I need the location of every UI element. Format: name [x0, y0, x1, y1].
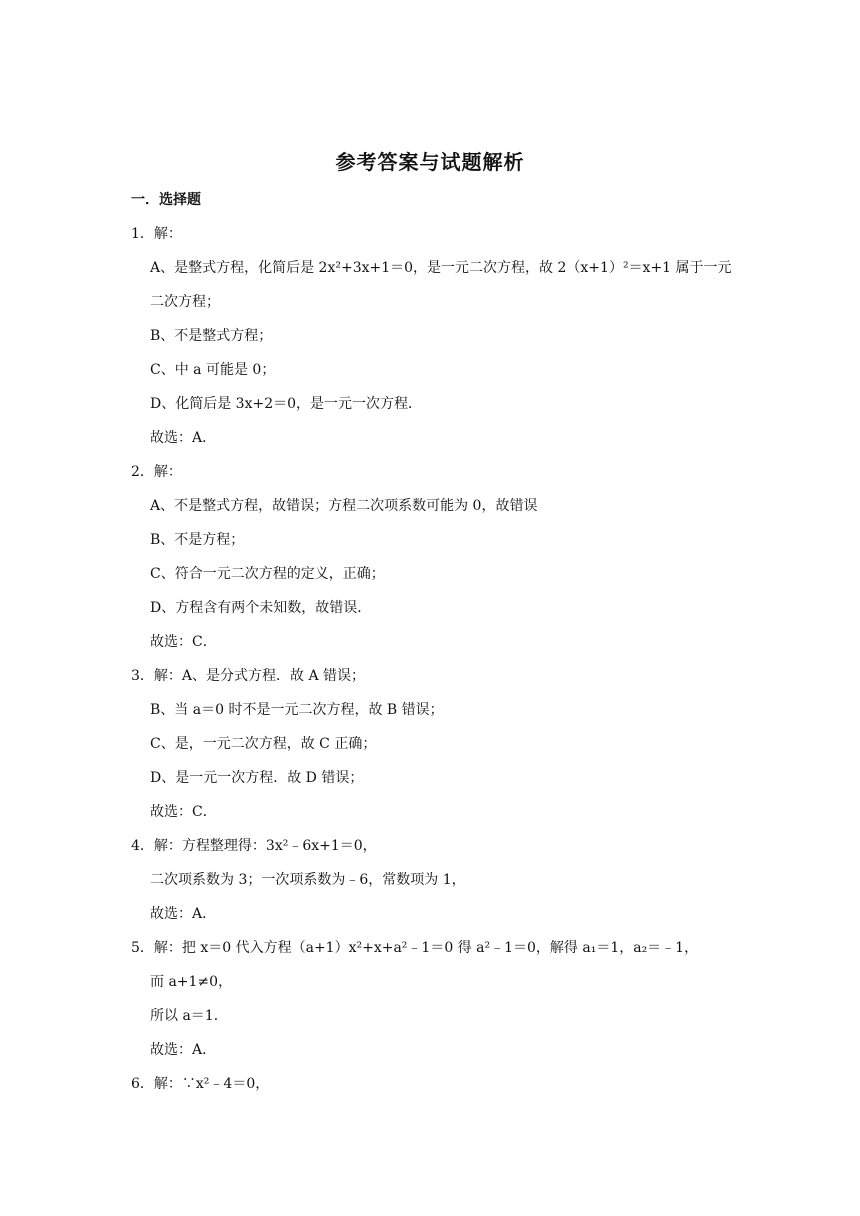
question-3-heading: 3．解：A、是分式方程．故 A 错误；: [131, 668, 366, 684]
question-2-heading: 2．解：: [131, 464, 182, 480]
question-1-heading: 1．解：: [131, 226, 182, 242]
answer-choice: 故选：A．: [150, 430, 217, 446]
answer-line: 二次方程；: [150, 294, 220, 310]
answer-line: D、方程含有两个未知数，故错误．: [150, 600, 372, 616]
answer-line: A、是整式方程，化简后是 2x²+3x+1＝0，是一元二次方程，故 2（x+1）²＝x+1 属于一元: [150, 260, 732, 276]
answer-choice: 故选：C．: [150, 804, 217, 820]
answer-line: A、不是整式方程，故错误；方程二次项系数可能为 0，故错误: [150, 498, 538, 514]
question-4-heading: 4．解：方程整理得：3x²﹣6x+1＝0，: [131, 838, 377, 854]
answer-line: D、化简后是 3x+2＝0，是一元一次方程．: [150, 396, 423, 412]
page-title: 参考答案与试题解析: [335, 150, 525, 174]
answer-line: B、不是整式方程；: [150, 328, 273, 344]
question-5-heading: 5．解：把 x＝0 代入方程（a+1）x²+x+a²﹣1＝0 得 a²﹣1＝0，解得 a₁＝1，a₂＝﹣1，: [131, 940, 699, 956]
answer-line: 二次项系数为 3；一次项系数为﹣6，常数项为 1，: [150, 872, 466, 888]
answer-line: B、不是方程；: [150, 532, 245, 548]
answer-line: 而 a+1≠0，: [150, 974, 233, 990]
section-heading: 一．选择题: [131, 192, 201, 208]
answer-choice: 故选：A．: [150, 906, 217, 922]
answer-line: C、中 a 可能是 0；: [150, 362, 276, 378]
answer-line: C、是，一元二次方程，故 C 正确；: [150, 736, 377, 752]
answer-line: C、符合一元二次方程的定义，正确；: [150, 566, 385, 582]
answer-line: B、当 a＝0 时不是一元二次方程，故 B 错误；: [150, 702, 444, 718]
question-6-heading: 6．解：∵x²﹣4＝0，: [131, 1076, 270, 1092]
answer-line: 所以 a＝1．: [150, 1008, 228, 1024]
answer-choice: 故选：A．: [150, 1042, 217, 1058]
answer-choice: 故选：C．: [150, 634, 217, 650]
answer-line: D、是一元一次方程．故 D 错误；: [150, 770, 364, 786]
